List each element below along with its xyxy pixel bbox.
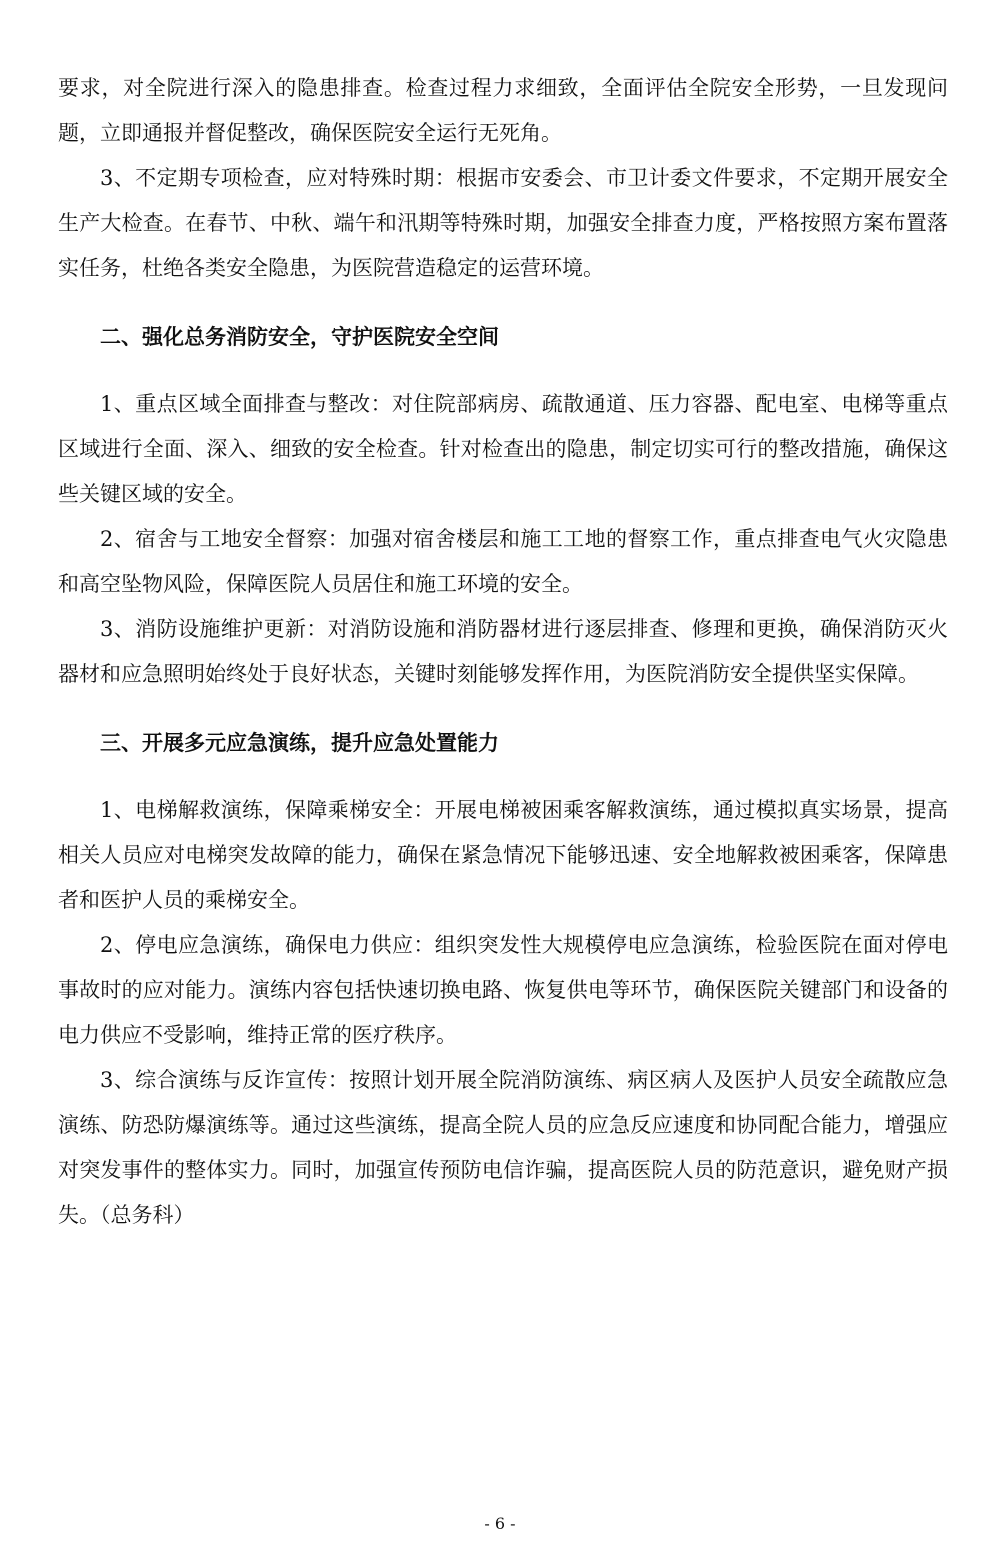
page-number: - 6 - [484, 1514, 516, 1533]
paragraph-dormitory-site-supervision: 2、宿舍与工地安全督察：加强对宿舍楼层和施工工地的督察工作，重点排查电气火灾隐患和高空坠物风险，保障医院人员居住和施工环境的安全。 [58, 527, 948, 596]
section-heading-emergency-drills: 三、开展多元应急演练，提升应急处置能力 [100, 730, 499, 755]
paragraph-comprehensive-drill: 3、综合演练与反诈宣传：按照计划开展全院消防演练、病区病人及医护人员安全疏散应急演练、防恐防爆演练等。通过这些演练，提高全院人员的应急反应速度和协同配合能力，增强应对突发事件的整体实力。同时，加强宣传预防电信诈骗，提高医院人员的防范意识，避免财产损失。（总务科） [58, 1068, 948, 1227]
paragraph-continuation: 要求，对全院进行深入的隐患排查。检查过程力求细致，全面评估全院安全形势，一旦发现问题，立即通报并督促整改，确保医院安全运行无死角。 [58, 76, 948, 145]
paragraph-power-outage-drill: 2、停电应急演练，确保电力供应：组织突发性大规模停电应急演练，检验医院在面对停电事故时的应对能力。演练内容包括快速切换电路、恢复供电等环节，确保医院关键部门和设备的电力供应不受影响，维持正常的医疗秩序。 [58, 933, 948, 1047]
document-page [58, 66, 948, 1238]
paragraph-irregular-inspection: 3、不定期专项检查，应对特殊时期：根据市安委会、市卫计委文件要求，不定期开展安全生产大检查。在春节、中秋、端午和汛期等特殊时期，加强安全排查力度，严格按照方案布置落实任务，杜绝各类安全隐患，为医院营造稳定的运营环境。 [58, 166, 948, 280]
paragraph-elevator-rescue-drill: 1、电梯解救演练，保障乘梯安全：开展电梯被困乘客解救演练，通过模拟真实场景，提高相关人员应对电梯突发故障的能力，确保在紧急情况下能够迅速、安全地解救被困乘客，保障患者和医护人员的乘梯安全。 [58, 798, 948, 912]
paragraph-fire-facility-maintenance: 3、消防设施维护更新：对消防设施和消防器材进行逐层排查、修理和更换，确保消防灭火器材和应急照明始终处于良好状态，关键时刻能够发挥作用，为医院消防安全提供坚实保障。 [58, 617, 948, 686]
section-heading-fire-safety: 二、强化总务消防安全，守护医院安全空间 [100, 324, 499, 349]
paragraph-key-area-inspection: 1、重点区域全面排查与整改：对住院部病房、疏散通道、压力容器、配电室、电梯等重点区域进行全面、深入、细致的安全检查。针对检查出的隐患，制定切实可行的整改措施，确保这些关键区域的安全。 [58, 392, 948, 506]
